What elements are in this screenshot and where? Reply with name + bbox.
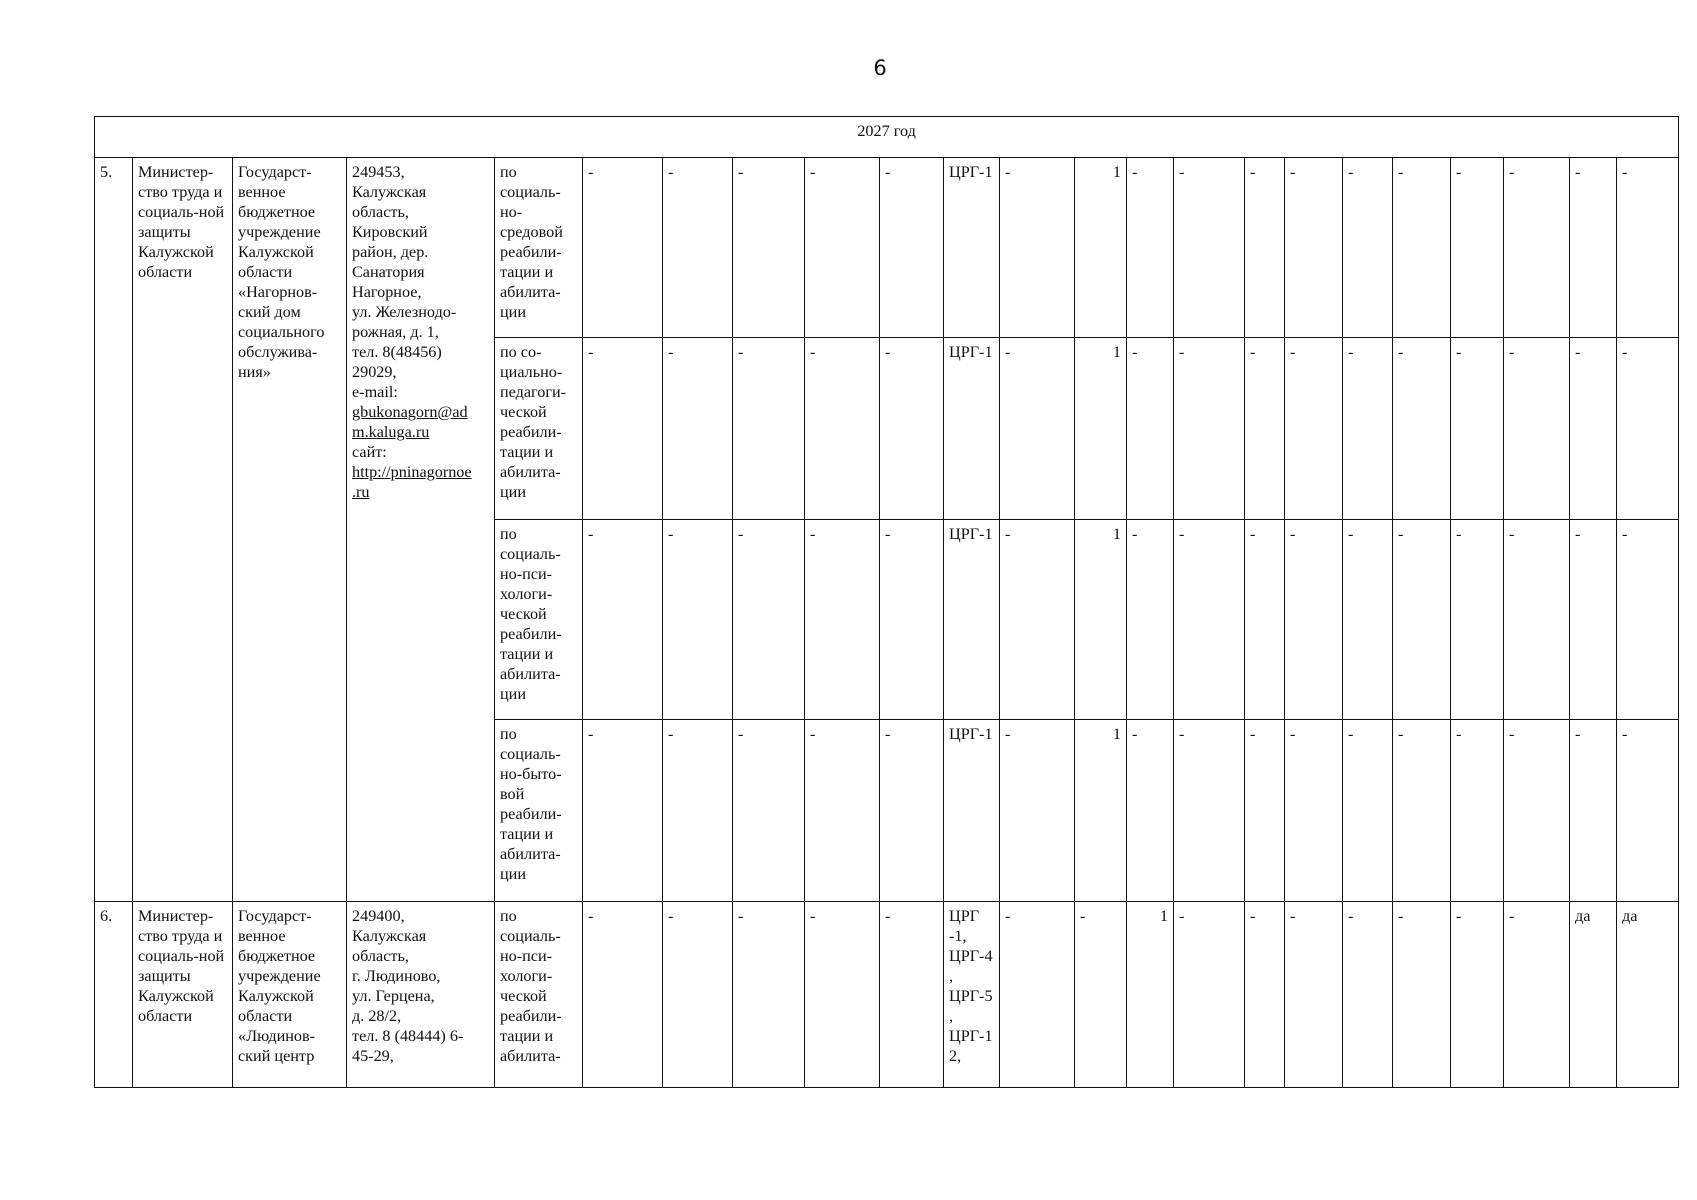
value-cell: 1 xyxy=(1075,338,1127,520)
page-number: 6 xyxy=(873,56,887,80)
value-cell: - xyxy=(805,902,880,1088)
value-cell: - xyxy=(1393,158,1451,338)
value-cell: - xyxy=(663,338,733,520)
value-cell: - xyxy=(663,520,733,720)
value-cell: - xyxy=(1000,158,1075,338)
value-cell: - xyxy=(1285,720,1343,902)
value-cell: - xyxy=(1000,520,1075,720)
value-cell: - xyxy=(805,720,880,902)
value-cell: - xyxy=(1245,520,1285,720)
value-cell: - xyxy=(583,720,663,902)
value-cell: - xyxy=(1127,520,1174,720)
value-cell: 1 xyxy=(1075,720,1127,902)
address-line: 249453, xyxy=(352,163,405,181)
value-cell: - xyxy=(1075,902,1127,1088)
address-line: область, xyxy=(352,203,409,221)
address-line: район, дер. xyxy=(352,243,429,261)
address-line: рожная, д. 1, xyxy=(352,323,439,341)
value-cell: - xyxy=(805,520,880,720)
value-cell: - xyxy=(1000,338,1075,520)
value-cell: - xyxy=(583,902,663,1088)
value-cell: - xyxy=(733,902,805,1088)
value-cell: - xyxy=(583,338,663,520)
address-line: Кировский xyxy=(352,223,428,241)
value-cell: - xyxy=(1285,902,1343,1088)
value-cell: - xyxy=(663,720,733,902)
email-link[interactable]: gbukonagorn@ad xyxy=(352,403,468,421)
value-cell: да xyxy=(1617,902,1679,1088)
value-cell: - xyxy=(805,158,880,338)
address-line: 249400, xyxy=(352,907,405,925)
value-cell: - xyxy=(1451,520,1504,720)
value-cell: - xyxy=(1393,902,1451,1088)
address-line: тел. 8(48456) xyxy=(352,343,442,361)
value-cell: - xyxy=(1245,338,1285,520)
value-cell: - xyxy=(1000,902,1075,1088)
table-row xyxy=(95,158,1679,338)
value-cell: да xyxy=(1570,902,1617,1088)
address-cell xyxy=(347,902,495,1088)
address-line: 29029, xyxy=(352,363,397,381)
value-cell: - xyxy=(880,158,944,338)
value-cell: 1 xyxy=(1075,520,1127,720)
value-cell: - xyxy=(880,338,944,520)
value-cell: - xyxy=(1617,720,1679,902)
value-cell: - xyxy=(1174,520,1245,720)
value-cell: - xyxy=(1393,338,1451,520)
value-cell: - xyxy=(1285,158,1343,338)
site-link[interactable]: http://pninagornoe xyxy=(352,463,472,481)
value-cell: - xyxy=(1504,902,1570,1088)
address-cell xyxy=(347,158,495,902)
value-cell: - xyxy=(1245,158,1285,338)
address-line: г. Людиново, xyxy=(352,967,441,985)
organization-cell: Государст-венное бюджетное учреждение Калужской области «Людинов-ский центр xyxy=(233,902,347,1088)
rehab-type-cell: по социаль-но-быто-вой реабили-тации и абилита-ции xyxy=(495,720,583,902)
value-cell: - xyxy=(733,338,805,520)
value-cell: - xyxy=(733,158,805,338)
value-cell: - xyxy=(1617,158,1679,338)
value-cell: - xyxy=(1451,158,1504,338)
value-cell: - xyxy=(1127,158,1174,338)
value-cell: - xyxy=(1245,902,1285,1088)
rehab-type-cell: по социаль-но-пси-хологи-ческой реабили-тации и абилита-ции xyxy=(495,520,583,720)
value-cell: - xyxy=(1570,158,1617,338)
value-cell: - xyxy=(1570,338,1617,520)
value-cell: - xyxy=(1504,520,1570,720)
value-cell: - xyxy=(1127,338,1174,520)
value-cell: - xyxy=(880,520,944,720)
address-line: ул. Железнодо- xyxy=(352,303,457,321)
value-cell: - xyxy=(1504,158,1570,338)
value-cell: - xyxy=(1504,338,1570,520)
rehab-type-cell: по социаль-но-средовой реабили-тации и абилита-ции xyxy=(495,158,583,338)
site-label: сайт: xyxy=(352,443,387,461)
data-table xyxy=(94,116,1679,1088)
value-cell: - xyxy=(1451,338,1504,520)
email-link[interactable]: m.kaluga.ru xyxy=(352,423,430,441)
organization-cell: Государст-венное бюджетное учреждение Калужской области «Нагорнов-ский дом социального обслужива-ния» xyxy=(233,158,347,902)
value-cell: - xyxy=(880,902,944,1088)
value-cell: - xyxy=(1451,902,1504,1088)
table-row xyxy=(95,902,1679,1088)
address-line: Санатория xyxy=(352,263,425,281)
address-line: тел. 8 (48444) 6- xyxy=(352,1027,464,1045)
value-cell: - xyxy=(1343,902,1393,1088)
address-line: e-mail: xyxy=(352,383,398,401)
rehab-type-cell: по социаль-но-пси-хологи-ческой реабили-тации и абилита- xyxy=(495,902,583,1088)
value-cell: - xyxy=(1174,338,1245,520)
ministry-cell: Министер-ство труда и социаль-ной защиты Калужской области xyxy=(133,902,233,1088)
value-cell: - xyxy=(733,520,805,720)
rehab-type-cell: по со-циально-педагоги-ческой реабили-тации и абилита-ции xyxy=(495,338,583,520)
address-line: Калужская xyxy=(352,927,427,945)
address-line: Нагорное, xyxy=(352,283,422,301)
value-cell: - xyxy=(1285,520,1343,720)
value-cell: - xyxy=(663,902,733,1088)
row-number: 6. xyxy=(95,902,133,1088)
value-cell: - xyxy=(1000,720,1075,902)
value-cell: - xyxy=(583,158,663,338)
address-line: область, xyxy=(352,947,409,965)
value-cell: - xyxy=(1343,720,1393,902)
target-group-cell: ЦРГ-1 xyxy=(944,520,1000,720)
target-group-cell: ЦРГ-1 xyxy=(944,720,1000,902)
value-cell: - xyxy=(1393,520,1451,720)
value-cell: - xyxy=(805,338,880,520)
address-line: ул. Герцена, xyxy=(352,987,435,1005)
target-group-cell: ЦРГ -1, ЦРГ-4, ЦРГ-5, ЦРГ-12, xyxy=(944,902,1000,1088)
value-cell: - xyxy=(1285,338,1343,520)
value-cell: - xyxy=(1617,338,1679,520)
value-cell: - xyxy=(1393,720,1451,902)
ministry-cell: Министер-ство труда и социаль-ной защиты Калужской области xyxy=(133,158,233,902)
value-cell: - xyxy=(1174,158,1245,338)
value-cell: - xyxy=(1174,720,1245,902)
value-cell: - xyxy=(1570,520,1617,720)
value-cell: 1 xyxy=(1127,902,1174,1088)
address-line: 45-29, xyxy=(352,1047,394,1065)
year-header: 2027 год xyxy=(95,117,1679,158)
value-cell: - xyxy=(1451,720,1504,902)
value-cell: - xyxy=(1127,720,1174,902)
value-cell: - xyxy=(1245,720,1285,902)
value-cell: - xyxy=(1343,158,1393,338)
address-line: Калужская xyxy=(352,183,427,201)
value-cell: - xyxy=(1617,520,1679,720)
address-line: д. 28/2, xyxy=(352,1007,402,1025)
value-cell: 1 xyxy=(1075,158,1127,338)
site-link[interactable]: .ru xyxy=(352,483,370,501)
value-cell: - xyxy=(1570,720,1617,902)
value-cell: - xyxy=(1504,720,1570,902)
row-number: 5. xyxy=(95,158,133,902)
target-group-cell: ЦРГ-1 xyxy=(944,158,1000,338)
value-cell: - xyxy=(1343,520,1393,720)
value-cell: - xyxy=(1174,902,1245,1088)
target-group-cell: ЦРГ-1 xyxy=(944,338,1000,520)
value-cell: - xyxy=(880,720,944,902)
value-cell: - xyxy=(733,720,805,902)
value-cell: - xyxy=(1343,338,1393,520)
value-cell: - xyxy=(583,520,663,720)
value-cell: - xyxy=(663,158,733,338)
